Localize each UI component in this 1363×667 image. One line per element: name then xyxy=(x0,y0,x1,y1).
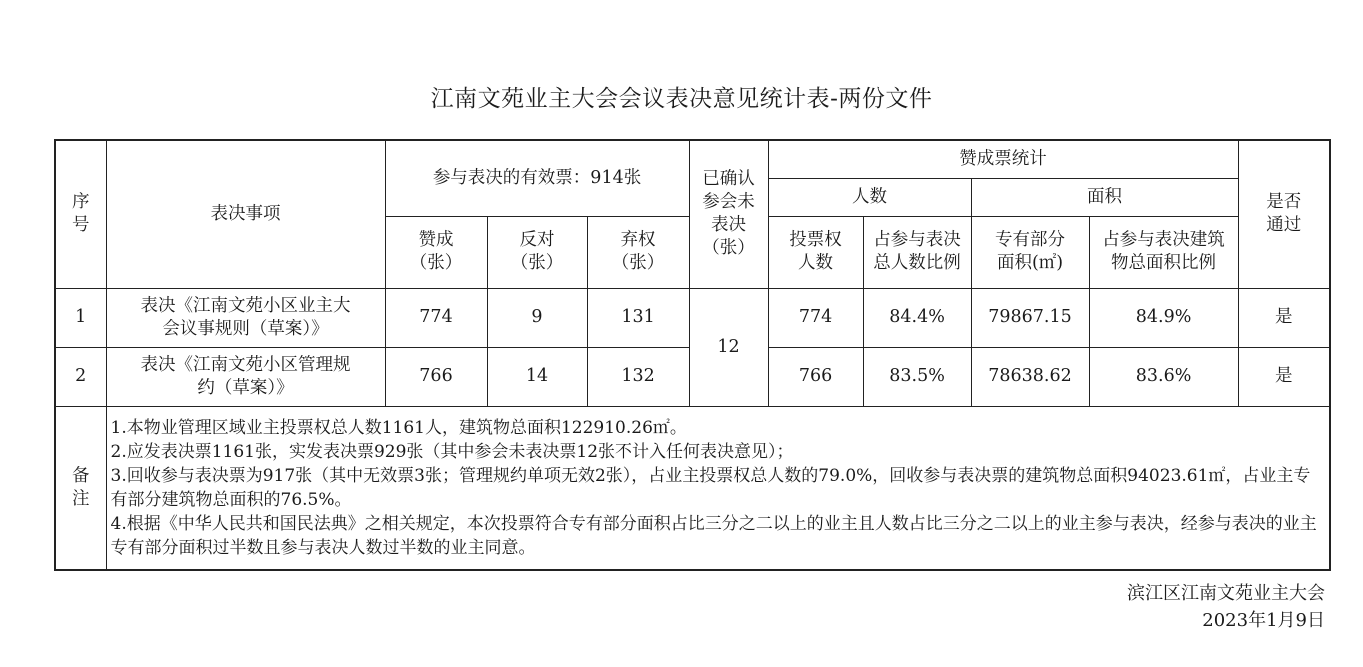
header-valid-votes: 参与表决的有效票：914张 xyxy=(385,140,689,216)
row-area-ratio: 83.6% xyxy=(1089,347,1238,406)
signature-org: 滨江区江南文苑业主大会 xyxy=(1127,583,1325,604)
row-voters: 774 xyxy=(768,288,863,347)
remarks-content xyxy=(106,406,1330,570)
signature-date: 2023年1月9日 xyxy=(1202,610,1325,631)
row-against: 9 xyxy=(487,288,587,347)
header-abstain: 弃权 （张） xyxy=(587,216,689,288)
header-area: 面积 xyxy=(971,178,1238,216)
header-exclusive-area: 专有部分 面积(㎡) xyxy=(971,216,1089,288)
header-seq: 序 号 xyxy=(55,140,106,288)
row-exclusive-area: 79867.15 xyxy=(971,288,1089,347)
row-seq: 2 xyxy=(55,347,106,406)
remark-line-3: 3.回收参与表决票为917张（其中无效票3张；管理规约单项无效2张），占业主投票权总人数的79.0%，回收参与表决票的建筑物总面积94023.61㎡，占业主专有部分建筑物总面积的76.5%。 xyxy=(110,465,1311,510)
header-people: 人数 xyxy=(768,178,971,216)
header-approve: 赞成 （张） xyxy=(385,216,487,288)
remark-line-2: 2.应发表决票1161张，实发表决票929张（其中参会未表决票12张不计入任何表决意见）； xyxy=(110,441,794,462)
row-abstain: 132 xyxy=(587,347,689,406)
header-people-ratio: 占参与表决 总人数比例 xyxy=(863,216,971,288)
header-passed: 是否 通过 xyxy=(1238,140,1330,288)
row-item: 表决《江南文苑小区管理规 约（草案）》 xyxy=(106,347,385,406)
row-seq: 1 xyxy=(55,288,106,347)
header-voters: 投票权 人数 xyxy=(768,216,863,288)
page-title: 江南文苑业主大会会议表决意见统计表-两份文件 xyxy=(430,86,933,112)
header-confirmed-not-voted: 已确认 参会未 表决 （张） xyxy=(689,140,768,288)
remarks-label: 备 注 xyxy=(55,406,106,570)
table-row xyxy=(55,288,1330,347)
row-approve: 766 xyxy=(385,347,487,406)
row-area-ratio: 84.9% xyxy=(1089,288,1238,347)
header-against: 反对 （张） xyxy=(487,216,587,288)
row-people-ratio: 84.4% xyxy=(863,288,971,347)
row-voters: 766 xyxy=(768,347,863,406)
row-approve: 774 xyxy=(385,288,487,347)
remark-line-4: 4.根据《中华人民共和国民法典》之相关规定，本次投票符合专有部分面积占比三分之二以上的业主且人数占比三分之二以上的业主参与表决，经参与表决的业主专有部分面积过半数且参与表决人数过半数的业主同意。 xyxy=(110,513,1317,558)
row-passed: 是 xyxy=(1238,288,1330,347)
vote-statistics-table xyxy=(54,139,1331,571)
remark-line-1: 1.本物业管理区域业主投票权总人数1161人，建筑物总面积122910.26㎡。 xyxy=(110,417,687,438)
row-people-ratio: 83.5% xyxy=(863,347,971,406)
row-abstain: 131 xyxy=(587,288,689,347)
signature-block xyxy=(1127,580,1325,634)
row-item: 表决《江南文苑小区业主大 会议事规则（草案）》 xyxy=(106,288,385,347)
header-area-ratio: 占参与表决建筑 物总面积比例 xyxy=(1089,216,1238,288)
header-item: 表决事项 xyxy=(106,140,385,288)
row-exclusive-area: 78638.62 xyxy=(971,347,1089,406)
row-against: 14 xyxy=(487,347,587,406)
row-passed: 是 xyxy=(1238,347,1330,406)
header-approve-stats: 赞成票统计 xyxy=(768,140,1238,178)
confirmed-not-voted-value: 12 xyxy=(689,288,768,406)
